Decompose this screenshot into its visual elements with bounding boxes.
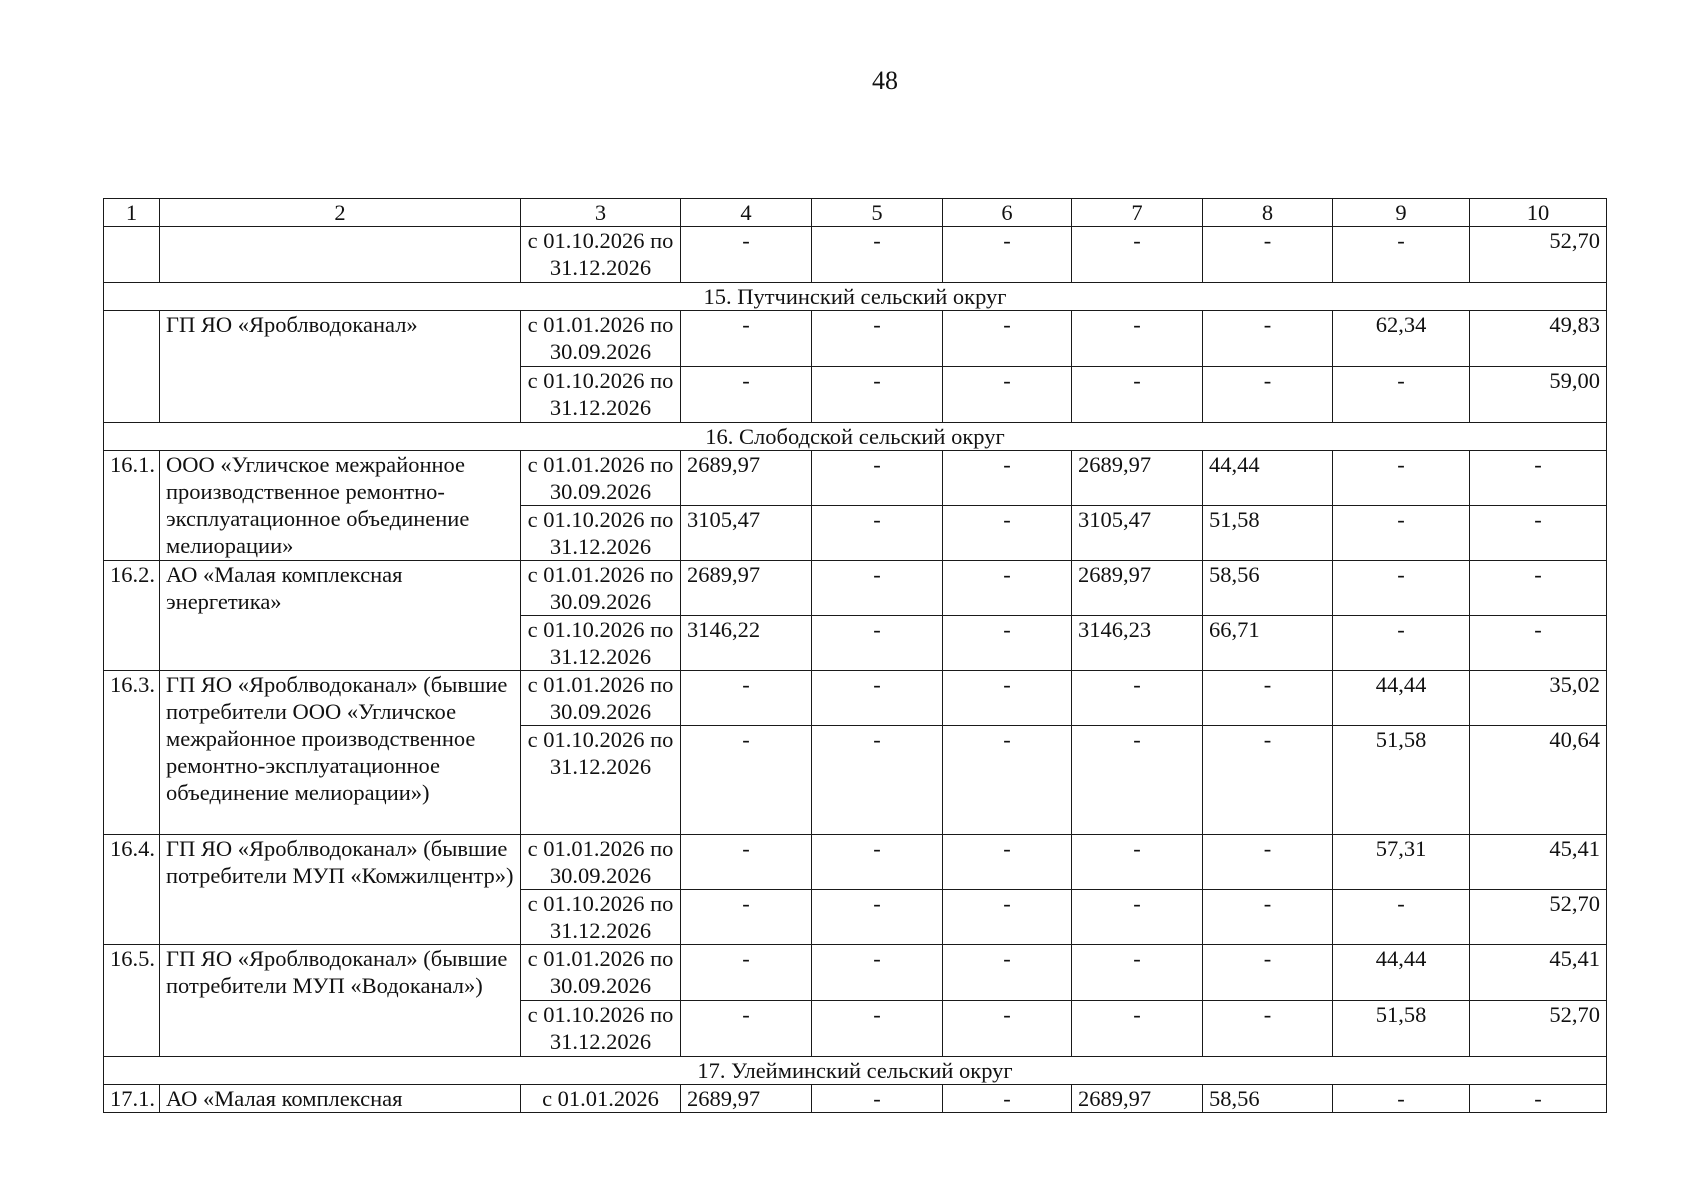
period-cell: с 01.01.2026 по 30.09.2026 bbox=[521, 945, 681, 1001]
value-cell: 52,70 bbox=[1470, 1001, 1607, 1057]
value-cell: - bbox=[681, 227, 812, 283]
value-cell: 3146,23 bbox=[1072, 616, 1203, 671]
value-cell: - bbox=[1333, 367, 1470, 423]
header-cell: 2 bbox=[160, 199, 521, 227]
value-cell: 52,70 bbox=[1470, 890, 1607, 945]
row-number: 16.2. bbox=[104, 561, 160, 671]
value-cell: - bbox=[1203, 726, 1333, 835]
header-cell: 7 bbox=[1072, 199, 1203, 227]
value-cell: - bbox=[1203, 671, 1333, 726]
period-cell: с 01.10.2026 по 31.12.2026 bbox=[521, 890, 681, 945]
value-cell: 51,58 bbox=[1333, 726, 1470, 835]
table-row bbox=[104, 945, 1607, 1001]
period-cell: с 01.10.2026 по 31.12.2026 bbox=[521, 506, 681, 561]
section-row bbox=[104, 423, 1607, 451]
value-cell: - bbox=[1333, 451, 1470, 506]
table-row bbox=[104, 227, 1607, 283]
value-cell: 58,56 bbox=[1203, 561, 1333, 616]
row-number: 16.5. bbox=[104, 945, 160, 1057]
value-cell: - bbox=[1072, 890, 1203, 945]
value-cell: - bbox=[1072, 311, 1203, 367]
row-number: 16.1. bbox=[104, 451, 160, 561]
page-number: 48 bbox=[872, 66, 898, 95]
header-cell: 9 bbox=[1333, 199, 1470, 227]
value-cell: - bbox=[943, 671, 1072, 726]
value-cell: - bbox=[1203, 367, 1333, 423]
value-cell: - bbox=[943, 726, 1072, 835]
header-cell: 8 bbox=[1203, 199, 1333, 227]
value-cell: - bbox=[943, 561, 1072, 616]
value-cell: - bbox=[1072, 726, 1203, 835]
value-cell: 2689,97 bbox=[681, 1085, 812, 1113]
value-cell: - bbox=[1333, 616, 1470, 671]
header-row bbox=[104, 199, 1607, 227]
value-cell: - bbox=[1203, 1001, 1333, 1057]
value-cell: 45,41 bbox=[1470, 945, 1607, 1001]
value-cell: - bbox=[812, 506, 943, 561]
organization-name: ГП ЯО «Яроблводоканал» bbox=[160, 311, 521, 423]
value-cell: 49,83 bbox=[1470, 311, 1607, 367]
value-cell: - bbox=[681, 945, 812, 1001]
value-cell: 2689,97 bbox=[681, 561, 812, 616]
name-cell bbox=[160, 227, 521, 283]
value-cell: - bbox=[1072, 367, 1203, 423]
organization-name: ГП ЯО «Яроблводоканал» (бывшие потребители МУП «Водоканал») bbox=[160, 945, 521, 1057]
header-cell: 6 bbox=[943, 199, 1072, 227]
organization-name: АО «Малая комплексная bbox=[160, 1085, 521, 1113]
value-cell: - bbox=[1203, 311, 1333, 367]
value-cell: - bbox=[681, 367, 812, 423]
table-row bbox=[104, 311, 1607, 367]
value-cell: - bbox=[812, 561, 943, 616]
row-number: 16.3. bbox=[104, 671, 160, 835]
value-cell: - bbox=[1470, 451, 1607, 506]
value-cell: 58,56 bbox=[1203, 1085, 1333, 1113]
value-cell: 2689,97 bbox=[1072, 1085, 1203, 1113]
organization-name: ГП ЯО «Яроблводоканал» (бывшие потребители ООО «Угличское межрайонное производственное ремонтно-эксплуатационное объединение мелиорации») bbox=[160, 671, 521, 835]
value-cell: - bbox=[1203, 890, 1333, 945]
row-number: 17.1. bbox=[104, 1085, 160, 1113]
period-cell: с 01.01.2026 bbox=[521, 1085, 681, 1113]
value-cell: - bbox=[1470, 506, 1607, 561]
section-row bbox=[104, 283, 1607, 311]
value-cell: 3105,47 bbox=[681, 506, 812, 561]
header-cell: 4 bbox=[681, 199, 812, 227]
row-number: 16.4. bbox=[104, 835, 160, 945]
num-cell bbox=[104, 227, 160, 283]
value-cell: - bbox=[943, 311, 1072, 367]
value-cell: - bbox=[812, 1001, 943, 1057]
value-cell: - bbox=[1333, 890, 1470, 945]
value-cell: - bbox=[1333, 506, 1470, 561]
value-cell: - bbox=[943, 1085, 1072, 1113]
value-cell: - bbox=[812, 945, 943, 1001]
value-cell: 35,02 bbox=[1470, 671, 1607, 726]
section-title: 15. Путчинский сельский округ bbox=[104, 283, 1607, 311]
value-cell: - bbox=[1072, 671, 1203, 726]
period-cell: с 01.01.2026 по 30.09.2026 bbox=[521, 561, 681, 616]
value-cell: 3105,47 bbox=[1072, 506, 1203, 561]
tariff-table bbox=[103, 198, 1607, 1113]
value-cell: - bbox=[681, 890, 812, 945]
value-cell: 44,44 bbox=[1333, 671, 1470, 726]
value-cell: - bbox=[1470, 616, 1607, 671]
header-cell: 1 bbox=[104, 199, 160, 227]
value-cell: - bbox=[681, 1001, 812, 1057]
table-row bbox=[104, 451, 1607, 506]
value-cell: - bbox=[681, 311, 812, 367]
value-cell: - bbox=[812, 451, 943, 506]
value-cell: - bbox=[1333, 227, 1470, 283]
value-cell: - bbox=[681, 671, 812, 726]
period-cell: с 01.01.2026 по 30.09.2026 bbox=[521, 311, 681, 367]
value-cell: 44,44 bbox=[1203, 451, 1333, 506]
value-cell: 59,00 bbox=[1470, 367, 1607, 423]
organization-name: ГП ЯО «Яроблводоканал» (бывшие потребители МУП «Комжилцентр») bbox=[160, 835, 521, 945]
value-cell: 40,64 bbox=[1470, 726, 1607, 835]
value-cell: - bbox=[943, 506, 1072, 561]
value-cell: - bbox=[1072, 835, 1203, 890]
period-cell: с 01.10.2026 по 31.12.2026 bbox=[521, 367, 681, 423]
value-cell: - bbox=[812, 726, 943, 835]
organization-name: ООО «Угличское межрайонное производственное ремонтно-эксплуатационное объединение мелиорации» bbox=[160, 451, 521, 561]
value-cell: 51,58 bbox=[1333, 1001, 1470, 1057]
value-cell: - bbox=[943, 1001, 1072, 1057]
value-cell: 45,41 bbox=[1470, 835, 1607, 890]
value-cell: 3146,22 bbox=[681, 616, 812, 671]
period-cell: с 01.01.2026 по 30.09.2026 bbox=[521, 671, 681, 726]
table-row bbox=[104, 835, 1607, 890]
period-cell: с 01.01.2026 по 30.09.2026 bbox=[521, 451, 681, 506]
value-cell: - bbox=[812, 671, 943, 726]
table-row bbox=[104, 1085, 1607, 1113]
value-cell: - bbox=[943, 227, 1072, 283]
period-cell: с 01.01.2026 по 30.09.2026 bbox=[521, 835, 681, 890]
period-cell: с 01.10.2026 по 31.12.2026 bbox=[521, 227, 681, 283]
value-cell: 66,71 bbox=[1203, 616, 1333, 671]
value-cell: 2689,97 bbox=[681, 451, 812, 506]
value-cell: 52,70 bbox=[1470, 227, 1607, 283]
section-title: 17. Улейминский сельский округ bbox=[104, 1057, 1607, 1085]
value-cell: - bbox=[681, 835, 812, 890]
period-cell: с 01.10.2026 по 31.12.2026 bbox=[521, 726, 681, 835]
value-cell: - bbox=[812, 367, 943, 423]
period-cell: с 01.10.2026 по 31.12.2026 bbox=[521, 616, 681, 671]
value-cell: - bbox=[1203, 227, 1333, 283]
value-cell: - bbox=[812, 616, 943, 671]
num-cell bbox=[104, 311, 160, 423]
value-cell: - bbox=[943, 451, 1072, 506]
table-row bbox=[104, 671, 1607, 726]
value-cell: - bbox=[812, 835, 943, 890]
header-cell: 10 bbox=[1470, 199, 1607, 227]
value-cell: - bbox=[943, 616, 1072, 671]
section-title: 16. Слободской сельский округ bbox=[104, 423, 1607, 451]
value-cell: 2689,97 bbox=[1072, 451, 1203, 506]
value-cell: 44,44 bbox=[1333, 945, 1470, 1001]
value-cell: - bbox=[1333, 561, 1470, 616]
value-cell: - bbox=[812, 227, 943, 283]
section-row bbox=[104, 1057, 1607, 1085]
value-cell: - bbox=[812, 311, 943, 367]
header-cell: 5 bbox=[812, 199, 943, 227]
value-cell: - bbox=[943, 890, 1072, 945]
value-cell: - bbox=[812, 890, 943, 945]
header-cell: 3 bbox=[521, 199, 681, 227]
value-cell: - bbox=[681, 726, 812, 835]
value-cell: 51,58 bbox=[1203, 506, 1333, 561]
value-cell: - bbox=[943, 367, 1072, 423]
value-cell: 2689,97 bbox=[1072, 561, 1203, 616]
value-cell: 62,34 bbox=[1333, 311, 1470, 367]
value-cell: - bbox=[1470, 561, 1607, 616]
value-cell: - bbox=[1072, 1001, 1203, 1057]
organization-name: АО «Малая комплексная энергетика» bbox=[160, 561, 521, 671]
value-cell: - bbox=[943, 835, 1072, 890]
value-cell: - bbox=[812, 1085, 943, 1113]
table-row bbox=[104, 561, 1607, 616]
value-cell: - bbox=[1072, 945, 1203, 1001]
period-cell: с 01.10.2026 по 31.12.2026 bbox=[521, 1001, 681, 1057]
value-cell: - bbox=[1470, 1085, 1607, 1113]
value-cell: 57,31 bbox=[1333, 835, 1470, 890]
value-cell: - bbox=[1333, 1085, 1470, 1113]
value-cell: - bbox=[1203, 835, 1333, 890]
value-cell: - bbox=[943, 945, 1072, 1001]
value-cell: - bbox=[1072, 227, 1203, 283]
value-cell: - bbox=[1203, 945, 1333, 1001]
